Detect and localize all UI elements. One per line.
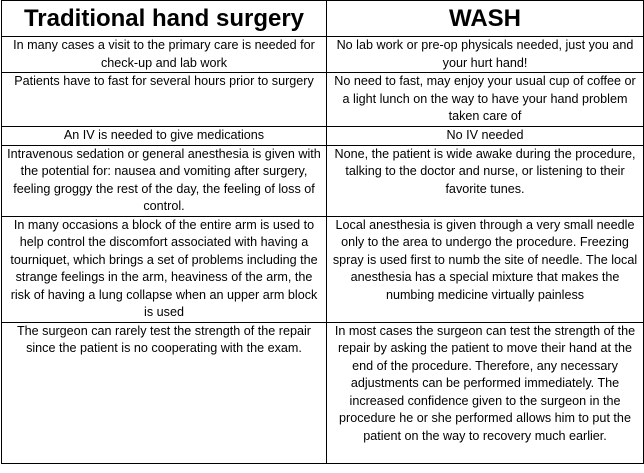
- header-wash: WASH: [327, 1, 644, 37]
- table-row: [2, 73, 644, 127]
- table-header-row: [2, 1, 644, 37]
- table-row: [2, 127, 644, 146]
- traditional-cell: Patients have to fast for several hours prior to surgery: [2, 73, 327, 127]
- traditional-cell: In many occasions a block of the entire arm is used to help control the discomfort associated with having a tourniquet, which brings a set of problems including the strange feelings in the arm, heaviness of the arm, the risk of having a lung collapse when an upper arm block is used: [2, 216, 327, 322]
- table-row: [2, 145, 644, 216]
- traditional-cell: The surgeon can rarely test the strength of the repair since the patient is no cooperating with the exam.: [2, 322, 327, 463]
- wash-cell: In most cases the surgeon can test the strength of the repair by asking the patient to move their hand at the end of the procedure. Therefore, any necessary adjustments can be performed immediately. The increased confidence given to the surgeon in the procedure he or she performed allows him to put the patient on the way to recovery much earlier.: [327, 322, 644, 463]
- table-row: [2, 37, 644, 73]
- traditional-cell: An IV is needed to give medications: [2, 127, 327, 146]
- table-row: [2, 216, 644, 322]
- traditional-cell: In many cases a visit to the primary care is needed for check-up and lab work: [2, 37, 327, 73]
- wash-cell: No need to fast, may enjoy your usual cup of coffee or a light lunch on the way to have your hand problem taken care of: [327, 73, 644, 127]
- comparison-table: [1, 0, 644, 464]
- wash-cell: No IV needed: [327, 127, 644, 146]
- wash-cell: Local anesthesia is given through a very small needle only to the area to undergo the procedure. Freezing spray is used first to numb the site of needle. The local anesthesia has a special mixture that makes the numbing medicine virtually painless: [327, 216, 644, 322]
- wash-cell: None, the patient is wide awake during the procedure, talking to the doctor and nurse, or listening to their favorite tunes.: [327, 145, 644, 216]
- header-traditional-hand-surgery: Traditional hand surgery: [2, 1, 327, 37]
- table-row: [2, 322, 644, 463]
- traditional-cell: Intravenous sedation or general anesthesia is given with the potential for: nausea and vomiting after surgery, feeling groggy the rest of the day, the feeling of loss of control.: [2, 145, 327, 216]
- wash-cell: No lab work or pre-op physicals needed, just you and your hurt hand!: [327, 37, 644, 73]
